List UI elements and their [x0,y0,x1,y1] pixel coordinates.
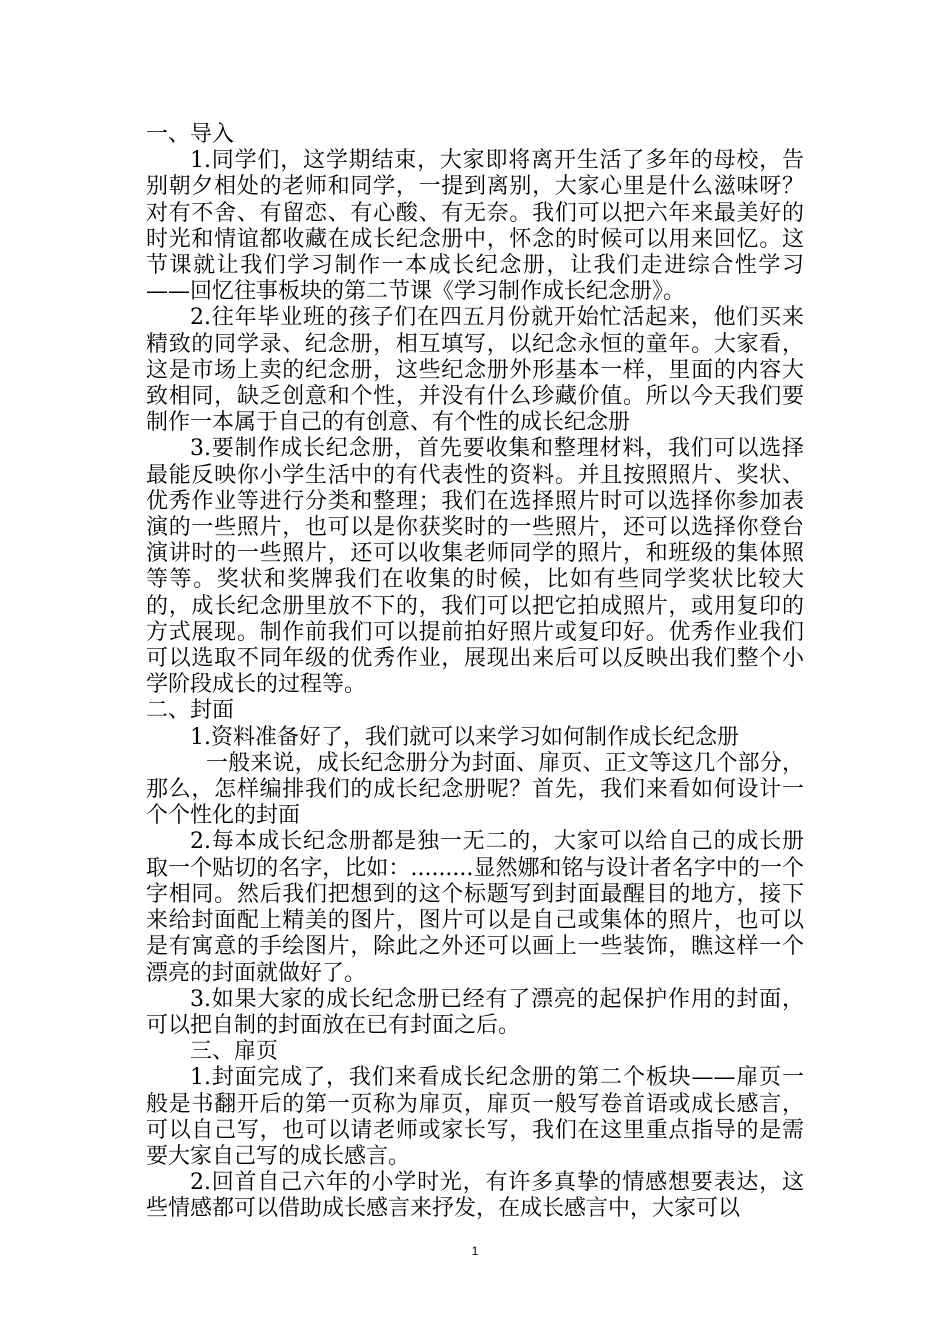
paragraph: 1.封面完成了，我们来看成长纪念册的第二个板块——扉页一般是书翻开后的第一页称为扉页，扉页一般写卷首语或成长感言，可以自己写，也可以请老师或家长写，我们在这里重点指导的是需要大家自己写的成长感言。 [146,1065,804,1169]
paragraph: 1.资料准备好了，我们就可以来学习如何制作成长纪念册 [190,724,739,750]
paragraph: 2.每本成长纪念册都是独一无二的，大家可以给自己的成长册取一个贴切的名字，比如：.........显然娜和铭与设计者名字中的一个字相同。然后我们把想到的这个标题写到封面最醒目的地方，接下来给封面配上精美的图片，图片可以是自己或集体的照片，也可以是有寓意的手绘图片，除此之外还可以画上一些装饰，瞧这样一个漂亮的封面就做好了。 [146,829,804,986]
section-heading: 一、导入 [146,122,235,147]
paragraph: 2.往年毕业班的孩子们在四五月份就开始忙活起来，他们买来精致的同学录、纪念册，相互填写，以纪念永恒的童年。大家看，这是市场上卖的纪念册，这些纪念册外形基本一样，里面的内容大致相同，缺乏创意和个性，并没有什么珍藏价值。所以今天我们要制作一本属于自己的有创意、有个性的成长纪念册 [146,305,804,436]
paragraph: 3.要制作成长纪念册，首先要收集和整理材料，我们可以选择最能反映你小学生活中的有代表性的资料。并且按照照片、奖状、优秀作业等进行分类和整理；我们在选择照片时可以选择你参加表演的一些照片，也可以是你获奖时的一些照片，还可以选择你登台演讲时的一些照片，还可以收集老师同学的照片，和班级的集体照等等。奖状和奖牌我们在收集的时候，比如有些同学奖状比较大的，成长纪念册里放不下的，我们可以把它拍成照片，或用复印的方式展现。制作前我们可以提前拍好照片或复印好。优秀作业我们可以选取不同年级的优秀作业，展现出来后可以反映出我们整个小学阶段成长的过程等。 [146,436,804,698]
document-body [146,122,804,1223]
paragraph: 2.回首自己六年的小学时光，有许多真挚的情感想要表达，这些情感都可以借助成长感言来抒发，在成长感言中，大家可以 [146,1170,804,1222]
paragraph: 1.同学们，这学期结束，大家即将离开生活了多年的母校，告别朝夕相处的老师和同学，一提到离别，大家心里是什么滋味呀？对有不舍、有留恋、有心酸、有无奈。我们可以把六年来最美好的时光和情谊都收藏在成长纪念册中，怀念的时候可以用来回忆。这节课就让我们学习制作一本成长纪念册，让我们走进综合性学习——回忆往事板块的第二节课《学习制作成长纪念册》。 [146,148,804,305]
paragraph: 一般来说，成长纪念册分为封面、扉页、正文等这几个部分，那么，怎样编排我们的成长纪念册呢？首先，我们来看如何设计一个个性化的封面 [146,750,804,829]
paragraph: 3.如果大家的成长纪念册已经有了漂亮的起保护作用的封面，可以把自制的封面放在已有封面之后。 [146,986,804,1038]
section-heading: 三、扉页 [190,1039,279,1065]
page-number: 1 [471,1244,479,1258]
section-heading: 二、封面 [146,698,235,724]
